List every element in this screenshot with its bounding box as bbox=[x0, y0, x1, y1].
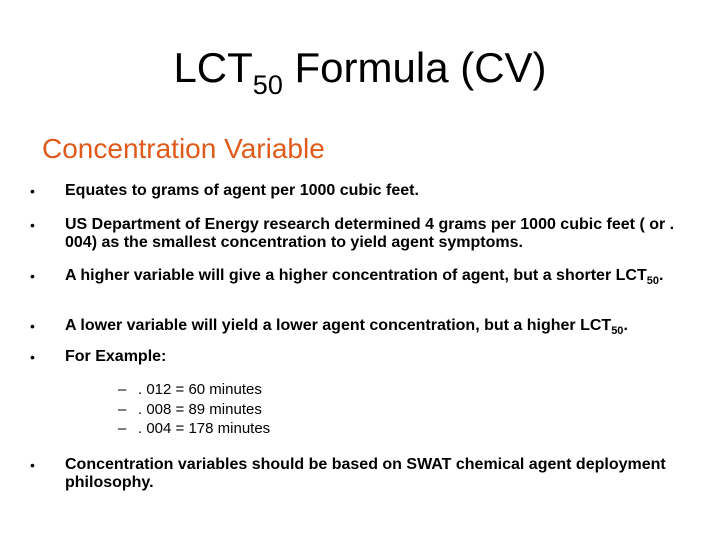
example-text: . 008 = 89 minutes bbox=[138, 400, 262, 418]
bullet-text: US Department of Energy research determined 4 grams per 1000 cubic feet ( or . 004) as the smallest concentration to yield agent symptoms. bbox=[65, 216, 675, 251]
bullet-text: Equates to grams of agent per 1000 cubic feet. bbox=[65, 182, 419, 199]
example-item bbox=[118, 419, 270, 439]
bullet-dot: • bbox=[30, 183, 35, 199]
bullet-dot: • bbox=[30, 268, 35, 284]
dash-glyph: – bbox=[118, 381, 127, 398]
bullet-item bbox=[30, 317, 720, 336]
bullet-item bbox=[30, 456, 670, 492]
example-text: . 004 = 178 minutes bbox=[138, 420, 271, 437]
bullet-text-group bbox=[65, 267, 690, 286]
bullet-dot: • bbox=[30, 349, 35, 365]
bullet-dot: • bbox=[30, 318, 35, 334]
bullet-text-group bbox=[65, 317, 720, 336]
bullet-item bbox=[30, 182, 700, 200]
example-item bbox=[118, 400, 270, 420]
dash-glyph: – bbox=[118, 420, 127, 437]
bullet-dot: • bbox=[30, 217, 35, 233]
example-list bbox=[118, 380, 270, 439]
bullet-dot: • bbox=[30, 457, 35, 473]
bullet-subscript: 50 bbox=[646, 275, 659, 287]
bullet-text: Concentration variables should be based on SWAT chemical agent deployment philosophy. bbox=[65, 456, 666, 491]
bullet-suffix: . bbox=[658, 267, 664, 284]
bullet-subscript: 50 bbox=[611, 325, 624, 337]
bullet-item bbox=[30, 348, 700, 366]
bullet-item bbox=[30, 267, 690, 286]
bullet-suffix: . bbox=[623, 317, 628, 334]
bullet-text: A lower variable will yield a lower agent concentration, but a higher LCT bbox=[65, 317, 612, 334]
bullet-item bbox=[30, 216, 680, 252]
dash-glyph: – bbox=[118, 400, 127, 418]
title-subscript: 50 bbox=[252, 70, 283, 100]
bullet-text: A higher variable will give a higher concentration of agent, but a shorter LCT bbox=[65, 267, 647, 284]
example-text: . 012 = 60 minutes bbox=[138, 381, 262, 398]
example-item bbox=[118, 380, 270, 400]
title-rest: Formula (CV) bbox=[282, 44, 547, 91]
slide-subtitle: Concentration Variable bbox=[42, 133, 325, 164]
title-main: LCT bbox=[173, 44, 253, 91]
bullet-text: For Example: bbox=[65, 348, 167, 365]
